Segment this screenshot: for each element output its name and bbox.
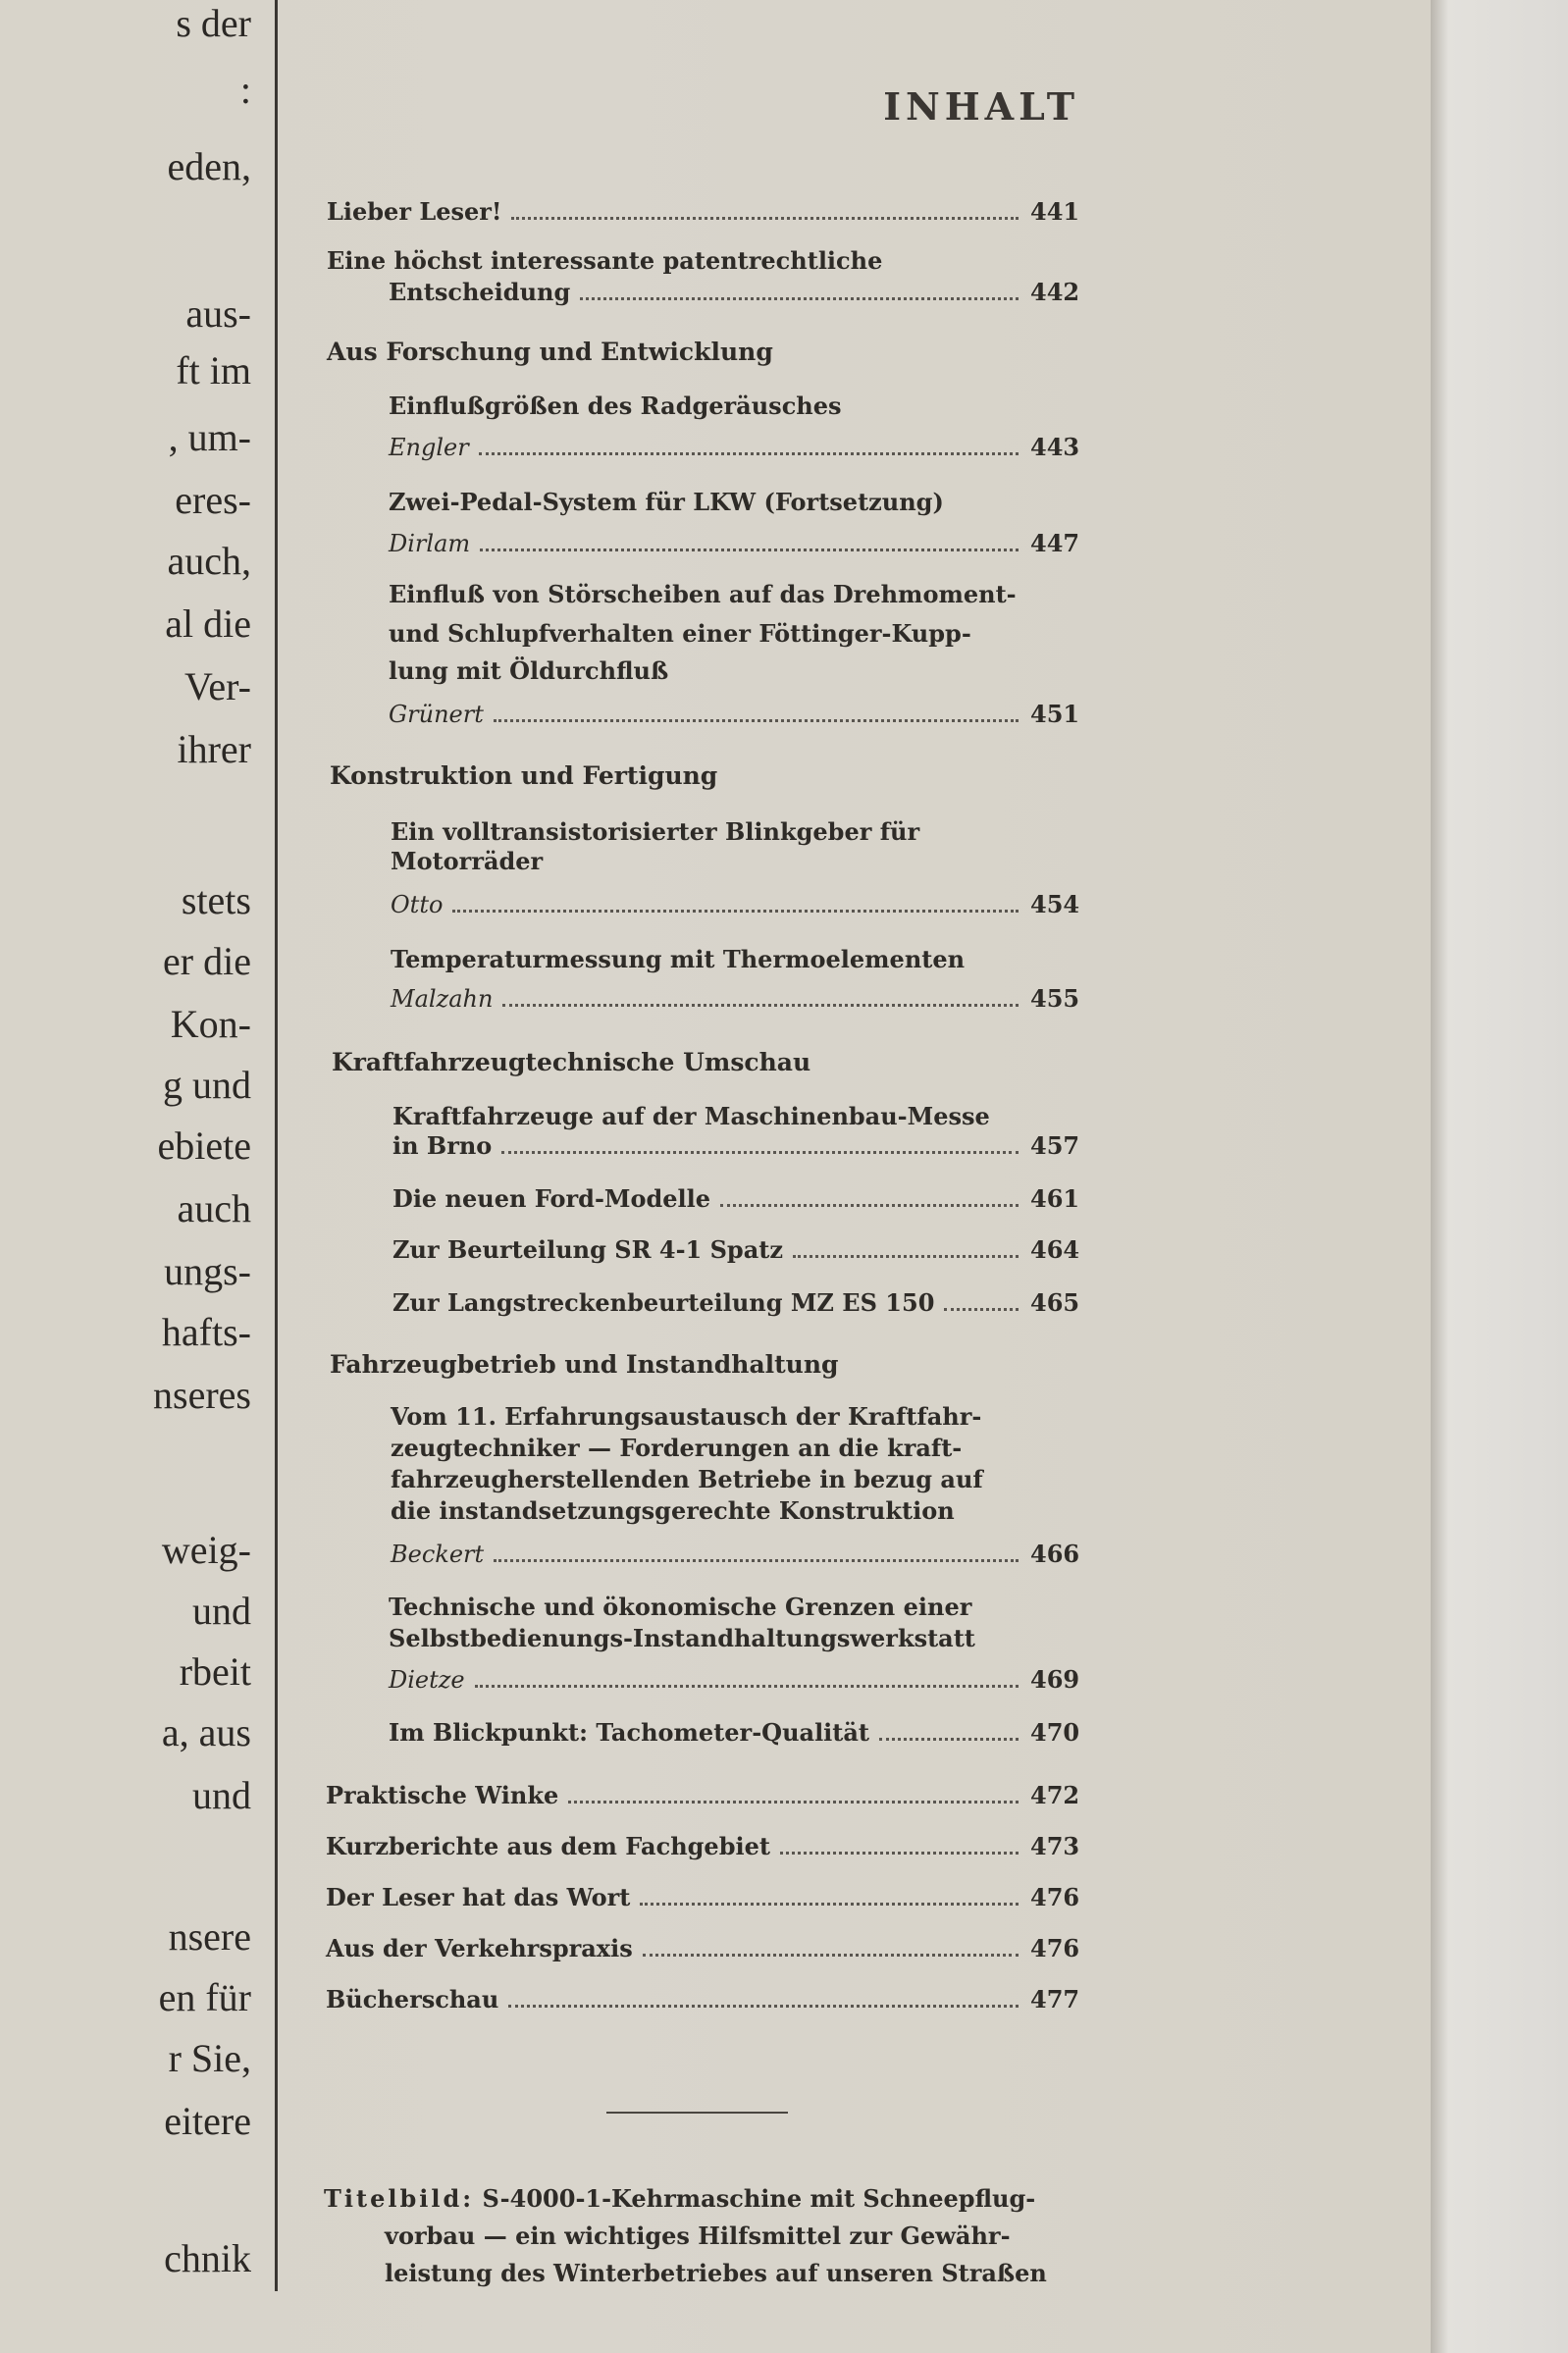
- entry-title-line: Technische und ökonomische Grenzen einer: [389, 1593, 972, 1621]
- left-text-fragment: und: [192, 1589, 251, 1633]
- entry-page: 476: [1030, 1883, 1080, 1911]
- entry-author: Engler: [389, 434, 469, 461]
- leader-dots: [879, 1738, 1019, 1741]
- left-text-fragment: a, aus: [161, 1710, 251, 1754]
- leader-dots: [502, 1004, 1019, 1007]
- entry-title: Entscheidung: [389, 278, 571, 306]
- left-text-fragment: ungs-: [164, 1249, 251, 1293]
- entry-author: Grünert: [389, 701, 484, 728]
- left-text-fragment: und: [192, 1773, 251, 1817]
- toc-entry: [389, 432, 1079, 463]
- entry-page: 476: [1030, 1934, 1080, 1962]
- leader-dots: [452, 910, 1019, 913]
- toc-entry: [389, 277, 1079, 308]
- entry-title-line: Kraftfahrzeuge auf der Maschinenbau-Messe: [392, 1102, 990, 1130]
- entry-author: Dirlam: [389, 530, 471, 557]
- left-text-fragment: al die: [165, 601, 251, 646]
- toc-entry: [392, 1130, 1079, 1162]
- caption-line: [324, 2180, 1047, 2218]
- entry-title-line: Eine höchst interessante patentrechtliche: [327, 246, 883, 275]
- left-text-fragment: chnik: [164, 2236, 251, 2280]
- left-text-fragment: g und: [163, 1063, 251, 1107]
- left-text-fragment: r Sie,: [168, 2036, 251, 2080]
- leader-dots: [494, 719, 1019, 722]
- entry-page: 442: [1030, 278, 1080, 306]
- entry-title-line: Einfluß von Störscheiben auf das Drehmoment-: [389, 580, 1017, 608]
- entry-title-line: Ein volltransistorisierter Blinkgeber für: [391, 817, 920, 846]
- toc-entry: [392, 1183, 1079, 1215]
- entry-title-line: Einflußgrößen des Radgeräusches: [389, 392, 842, 420]
- caption-label: Titelbild:: [324, 2184, 475, 2213]
- caption-text: S-4000-1-Kehrmaschine mit Schneepflug-: [482, 2184, 1036, 2213]
- section-title: Konstruktion und Fertigung: [330, 761, 718, 790]
- entry-title: Der Leser hat das Wort: [326, 1883, 631, 1911]
- entry-page: 469: [1030, 1665, 1080, 1694]
- toc-entry: [389, 528, 1079, 559]
- entry-author: Beckert: [391, 1541, 485, 1568]
- entry-page: 461: [1030, 1184, 1080, 1213]
- toc-entry: [326, 1882, 1079, 1913]
- entry-title: Aus der Verkehrspraxis: [326, 1934, 633, 1962]
- left-text-fragment: eres-: [175, 478, 251, 522]
- entry-title-line: fahrzeugherstellenden Betriebe in bezug auf: [391, 1465, 983, 1493]
- leader-dots: [720, 1204, 1019, 1207]
- entry-title-line: zeugtechniker — Forderungen an die kraft-: [391, 1434, 963, 1462]
- entry-title: in Brno: [392, 1131, 493, 1160]
- entry-page: 464: [1030, 1235, 1080, 1264]
- toc-entry: [326, 1780, 1079, 1811]
- entry-author: Otto: [391, 891, 444, 918]
- leader-dots: [501, 1151, 1019, 1154]
- entry-page: 470: [1030, 1718, 1080, 1747]
- entry-page: 454: [1030, 890, 1080, 918]
- left-text-fragment: hafts-: [161, 1310, 251, 1354]
- entry-page: 451: [1030, 700, 1080, 728]
- entry-page: 477: [1030, 1985, 1080, 2013]
- left-text-fragment: nsere: [168, 1914, 251, 1959]
- toc-entry: [392, 1234, 1079, 1266]
- entry-title: Lieber Leser!: [327, 197, 502, 226]
- toc-entry: [389, 1664, 1079, 1696]
- entry-page: 472: [1030, 1781, 1080, 1809]
- left-text-fragment: auch: [177, 1186, 251, 1230]
- left-text-fragment: ft im: [176, 348, 251, 392]
- leader-dots: [475, 1685, 1019, 1688]
- left-text-fragment: Ver-: [183, 664, 251, 708]
- left-text-fragment: stets: [181, 878, 251, 922]
- leader-dots: [480, 549, 1019, 551]
- entry-title: Im Blickpunkt: Tachometer-Qualität: [389, 1718, 870, 1747]
- left-column-cut-text: [0, 0, 265, 2353]
- left-text-fragment: s der: [176, 1, 251, 45]
- toc-entry: [326, 1831, 1079, 1862]
- left-text-fragment: Kon-: [170, 1002, 251, 1046]
- entry-page: 473: [1030, 1832, 1080, 1860]
- left-text-fragment: er die: [163, 939, 251, 983]
- entry-title-line: die instandsetzungsgerechte Konstruktion: [391, 1496, 955, 1525]
- toc-entry: [392, 1287, 1079, 1319]
- section-title: Aus Forschung und Entwicklung: [327, 338, 773, 366]
- leader-dots: [568, 1801, 1019, 1804]
- leader-dots: [944, 1308, 1019, 1311]
- left-text-fragment: aus-: [185, 291, 251, 336]
- entry-page: 465: [1030, 1288, 1080, 1317]
- entry-page: 455: [1030, 984, 1080, 1013]
- left-text-fragment: nseres: [153, 1373, 251, 1417]
- left-text-fragment: auch,: [167, 539, 251, 583]
- left-text-fragment: :: [239, 68, 251, 112]
- left-text-fragment: rbeit: [179, 1649, 251, 1694]
- toc-entry: [327, 196, 1079, 228]
- leader-dots: [580, 297, 1019, 300]
- caption-line: vorbau — ein wichtiges Hilfsmittel zur Gewähr-: [385, 2222, 1011, 2250]
- entry-title-line: Zwei-Pedal-System für LKW (Fortsetzung): [389, 488, 944, 516]
- entry-title-line: und Schlupfverhalten einer Föttinger-Kupp-: [389, 619, 971, 648]
- left-text-fragment: eitere: [164, 2099, 251, 2143]
- leader-dots: [643, 1954, 1019, 1957]
- section-title: Kraftfahrzeugtechnische Umschau: [332, 1048, 811, 1076]
- column-divider: [275, 0, 278, 2291]
- toc-entry: [326, 1933, 1079, 1964]
- toc-entry: [391, 1539, 1079, 1570]
- leader-dots: [508, 2005, 1019, 2008]
- left-text-fragment: weig-: [161, 1528, 251, 1572]
- entry-title: Kurzberichte aus dem Fachgebiet: [326, 1832, 770, 1860]
- left-text-fragment: en für: [158, 1975, 251, 2019]
- left-text-fragment: ihrer: [177, 727, 251, 771]
- entry-page: 443: [1030, 433, 1080, 461]
- entry-title: Die neuen Ford-Modelle: [392, 1184, 711, 1213]
- toc-heading: INHALT: [883, 84, 1079, 129]
- entry-title-line: lung mit Öldurchfluß: [389, 656, 669, 685]
- entry-title: Bücherschau: [326, 1985, 499, 2013]
- entry-author: Malzahn: [391, 985, 494, 1013]
- entry-page: 441: [1030, 197, 1080, 226]
- cover-caption: [324, 2180, 1047, 2292]
- left-text-fragment: , um-: [168, 415, 251, 459]
- leader-dots: [494, 1559, 1019, 1562]
- entry-author: Dietze: [389, 1666, 465, 1694]
- toc-entry: [391, 889, 1079, 920]
- entry-title: Zur Beurteilung SR 4-1 Spatz: [392, 1235, 783, 1264]
- entry-page: 466: [1030, 1540, 1080, 1568]
- entry-page: 457: [1030, 1131, 1080, 1160]
- entry-title-line: Motorräder: [391, 847, 544, 875]
- leader-dots: [479, 452, 1019, 455]
- section-title: Fahrzeugbetrieb und Instandhaltung: [330, 1350, 839, 1379]
- left-text-fragment: eden,: [167, 144, 251, 188]
- page-edge-shadow: [1431, 0, 1568, 2353]
- entry-title-line: Selbstbedienungs-Instandhaltungswerkstatt: [389, 1624, 975, 1652]
- toc-entry: [389, 1717, 1079, 1749]
- entry-title: Zur Langstreckenbeurteilung MZ ES 150: [392, 1288, 935, 1317]
- leader-dots: [793, 1255, 1019, 1258]
- caption-line: leistung des Winterbetriebes auf unseren Straßen: [385, 2259, 1047, 2287]
- entry-page: 447: [1030, 529, 1080, 557]
- leader-dots: [640, 1903, 1019, 1906]
- toc-entry: [391, 983, 1079, 1015]
- toc-entry: [326, 1984, 1079, 2015]
- separator-rule: [606, 2112, 788, 2114]
- leader-dots: [511, 217, 1019, 220]
- toc-entry: [389, 699, 1079, 730]
- entry-title-line: Vom 11. Erfahrungsaustausch der Kraftfahr-: [391, 1402, 982, 1431]
- left-text-fragment: ebiete: [157, 1124, 251, 1168]
- entry-title-line: Temperaturmessung mit Thermoelementen: [391, 945, 966, 973]
- entry-title: Praktische Winke: [326, 1781, 559, 1809]
- leader-dots: [780, 1852, 1019, 1855]
